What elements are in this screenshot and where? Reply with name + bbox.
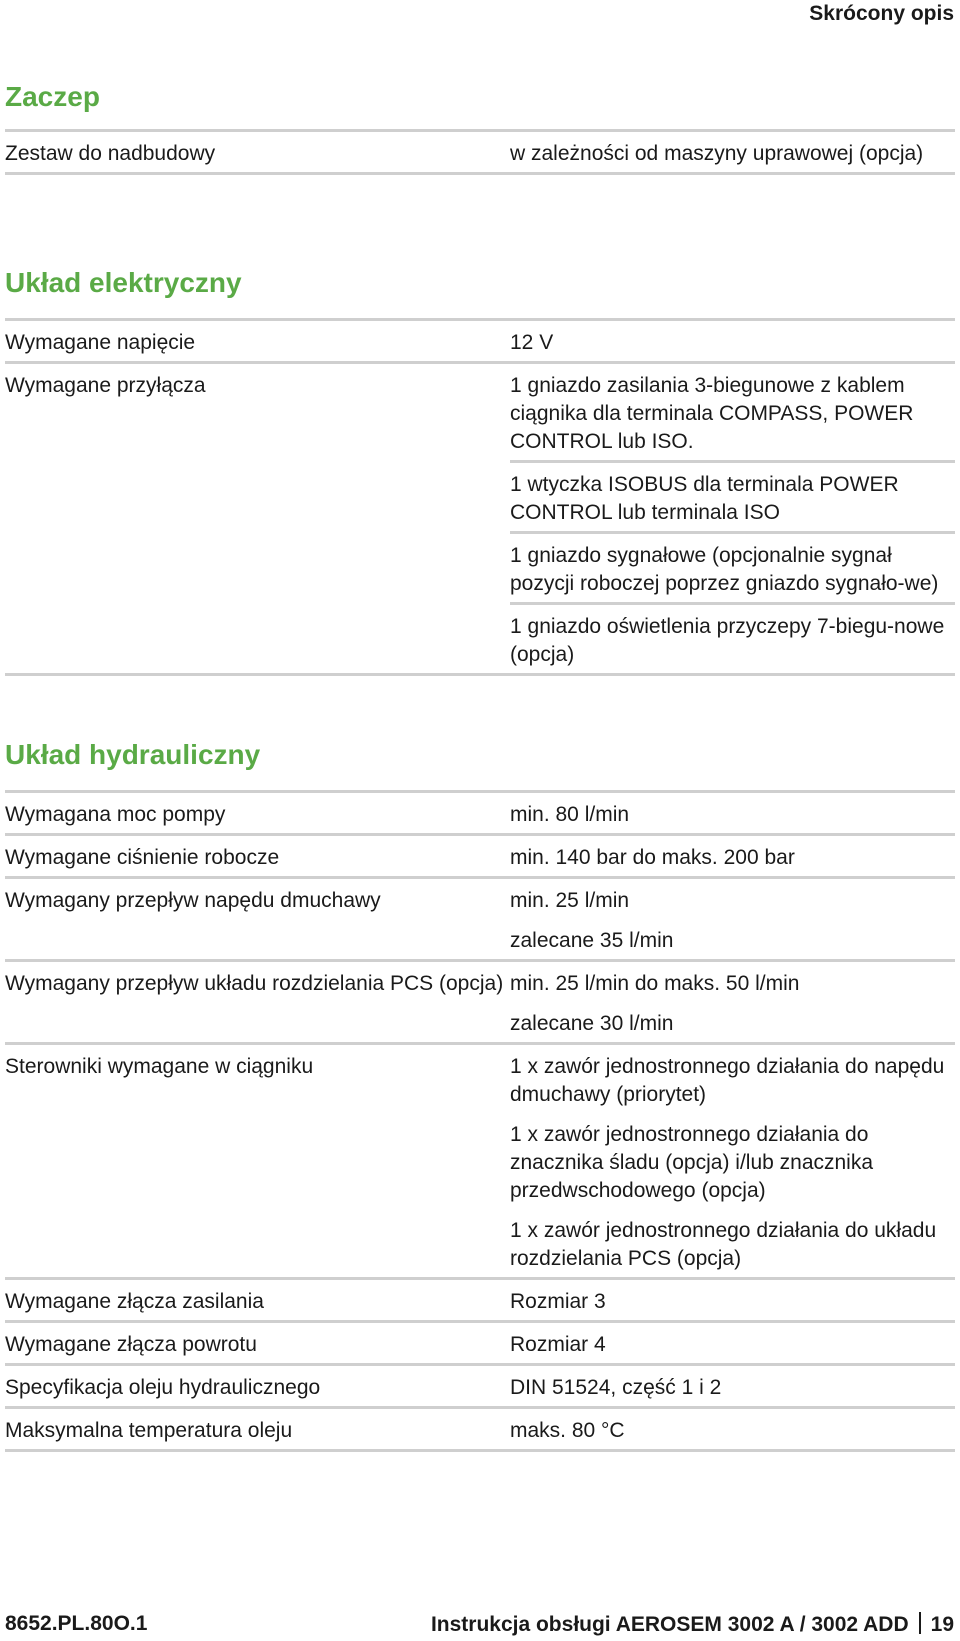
footer-manual-title: Instrukcja obsługi AEROSEM 3002 A / 3002 ADD — [430, 1613, 909, 1636]
spec-label: Wymagane napięcie — [5, 331, 196, 354]
spec-row — [5, 1323, 955, 1366]
spec-table-hydraulic — [5, 790, 955, 1452]
spec-label: Zestaw do nadbudowy — [5, 142, 216, 165]
spec-value: 12 V — [510, 331, 554, 354]
spec-value: 1 x zawór jednostronnego działania do napędu dmuchawy (priorytet) — [510, 1055, 945, 1106]
spec-value: 1 wtyczka ISOBUS dla terminala POWER CONTROL lub terminala ISO — [510, 463, 955, 534]
spec-row — [5, 793, 955, 836]
spec-row — [5, 962, 955, 1045]
section-title-electrical: Układ elektryczny — [5, 267, 242, 298]
spec-value: min. 80 l/min — [510, 803, 630, 826]
spec-label: Wymagane ciśnienie robocze — [5, 846, 280, 869]
section-hitch — [5, 77, 955, 175]
spec-value: w zależności od maszyny uprawowej (opcja) — [510, 142, 924, 165]
page-footer — [5, 1612, 954, 1637]
spec-table-hitch — [5, 129, 955, 175]
spec-value: min. 140 bar do maks. 200 bar — [510, 846, 795, 869]
spec-value: maks. 80 °C — [510, 1419, 625, 1442]
spec-value: 1 x zawór jednostronnego działania do układu rozdzielania PCS (opcja) — [510, 1219, 937, 1270]
spec-label: Wymagane złącza zasilania — [5, 1290, 264, 1313]
spec-row — [5, 321, 955, 364]
spec-value: zalecane 35 l/min — [510, 929, 674, 952]
section-electrical — [5, 263, 955, 676]
footer-doc-code: 8652.PL.80O.1 — [5, 1612, 148, 1635]
spec-row — [5, 1045, 955, 1280]
spec-row — [5, 132, 955, 175]
section-hydraulic — [5, 735, 955, 1452]
footer-right — [431, 1612, 954, 1637]
section-title-hitch: Zaczep — [5, 81, 100, 112]
spec-value: 1 gniazdo zasilania 3-biegunowe z kablem ciągnika dla terminala COMPASS, POWER CONTROL lub ISO. — [510, 364, 955, 463]
spec-label: Sterowniki wymagane w ciągniku — [5, 1055, 314, 1078]
spec-value: 1 gniazdo sygnałowe (opcjonalnie sygnał pozycji roboczej poprzez gniazdo sygnało-we) — [510, 534, 955, 605]
spec-row — [5, 1280, 955, 1323]
spec-label: Wymagany przepływ napędu dmuchawy — [5, 889, 381, 912]
spec-value: Rozmiar 4 — [510, 1333, 606, 1356]
spec-label: Wymagane przyłącza — [5, 374, 206, 397]
spec-value: min. 25 l/min do maks. 50 l/min — [510, 972, 800, 995]
spec-row — [5, 1409, 955, 1452]
spec-label: Specyfikacja oleju hydraulicznego — [5, 1376, 321, 1399]
spec-value: 1 gniazdo oświetlenia przyczepy 7-biegu-nowe (opcja) — [510, 615, 945, 666]
spec-label: Wymagany przepływ układu rozdzielania PCS (opcja) — [5, 972, 504, 995]
spec-value: zalecane 30 l/min — [510, 1012, 674, 1035]
spec-value: DIN 51524, część 1 i 2 — [510, 1376, 722, 1399]
spec-label: Wymagana moc pompy — [5, 803, 226, 826]
spec-row — [5, 1366, 955, 1409]
section-title-hydraulic: Układ hydrauliczny — [5, 739, 261, 770]
spec-table-electrical — [5, 318, 955, 676]
spec-row — [5, 836, 955, 879]
spec-value: min. 25 l/min — [510, 889, 630, 912]
spec-label: Maksymalna temperatura oleju — [5, 1419, 293, 1442]
spec-row — [5, 879, 955, 962]
spec-label: Wymagane złącza powrotu — [5, 1333, 257, 1356]
footer-page-number: 19 — [930, 1613, 954, 1636]
spec-row — [5, 364, 955, 676]
spec-value: 1 x zawór jednostronnego działania do znacznika śladu (opcja) i/lub znacznika przedwschodowego (opcja) — [510, 1123, 874, 1202]
page-header-title: Skrócony opis — [809, 2, 954, 25]
spec-value: Rozmiar 3 — [510, 1290, 606, 1313]
footer-separator — [919, 1612, 921, 1634]
